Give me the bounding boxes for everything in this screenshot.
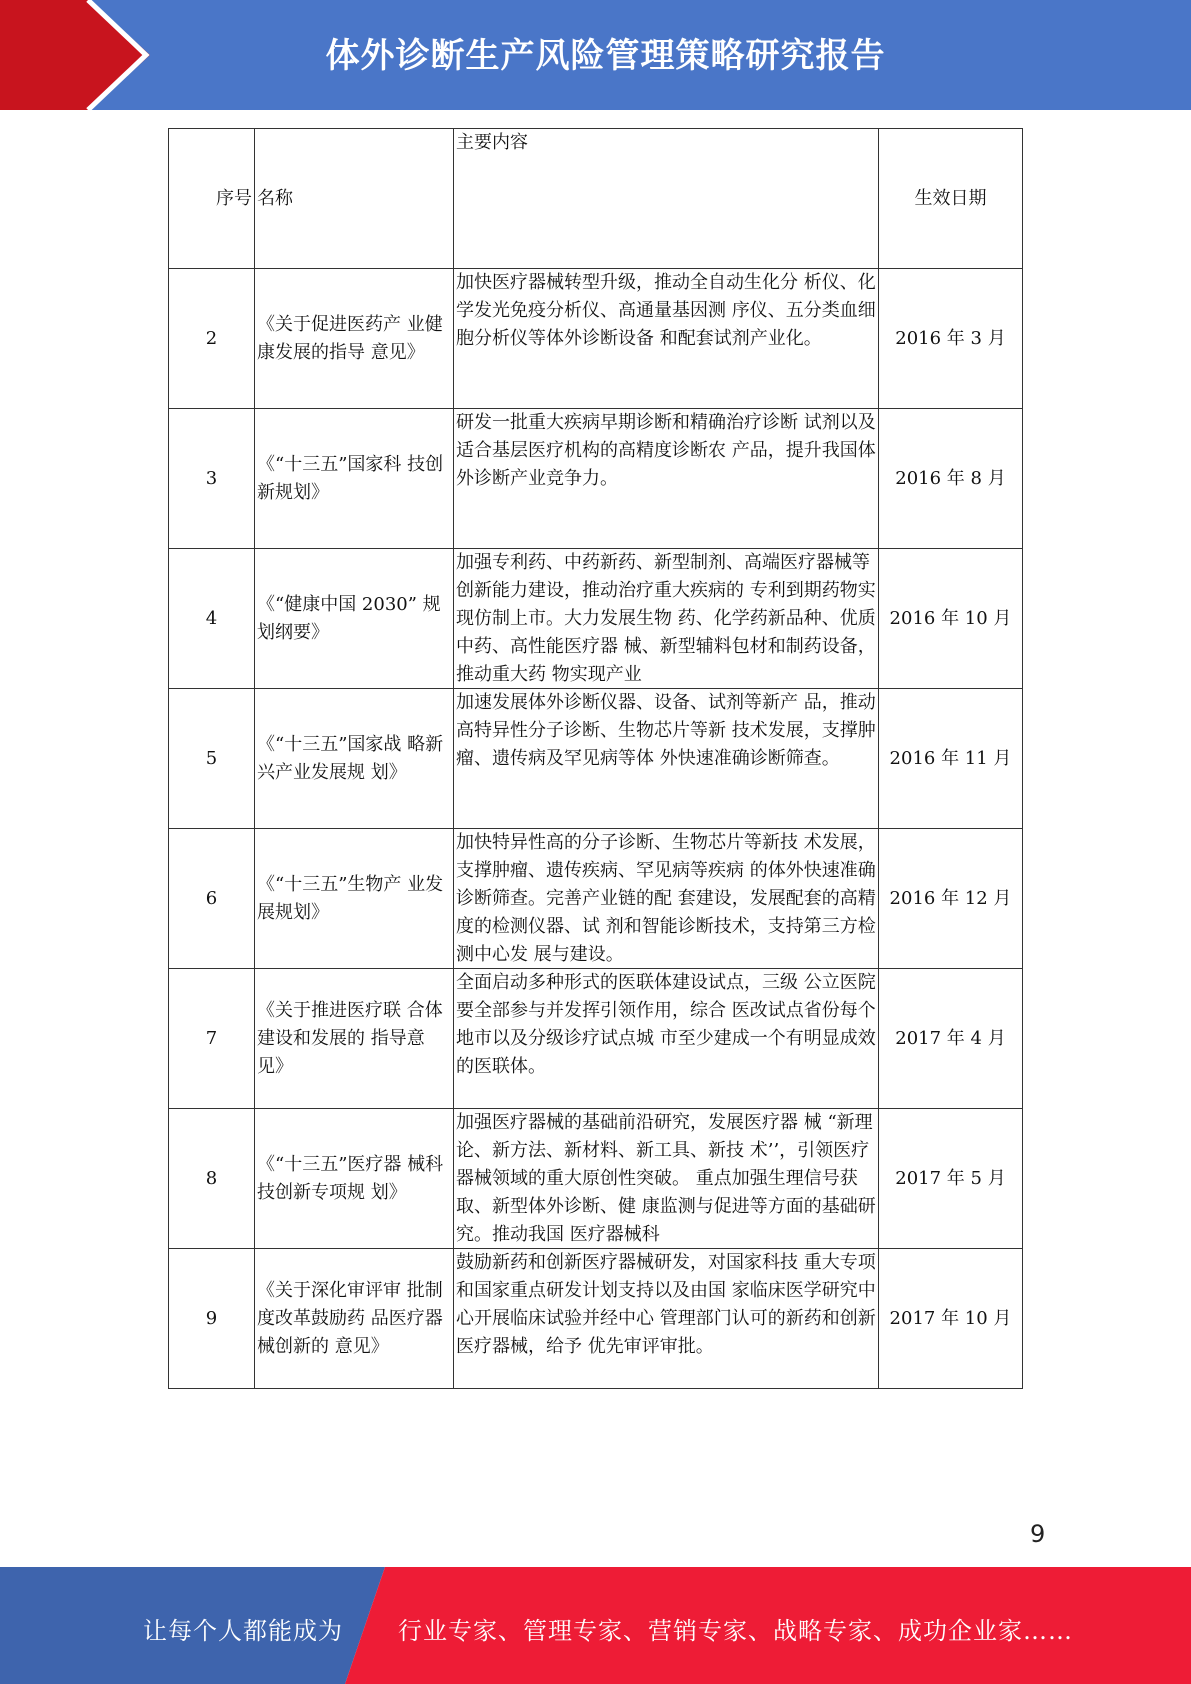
- row-date: 2017 年 10 月: [879, 1249, 1023, 1389]
- row-date: 2017 年 4 月: [879, 969, 1023, 1109]
- row-content: [454, 829, 879, 969]
- row-no: 9: [169, 1249, 255, 1389]
- header-name: 名称: [255, 129, 454, 269]
- header-date: 生效日期: [879, 129, 1023, 269]
- row-content: [454, 409, 879, 549]
- page-number: 9: [1030, 1520, 1046, 1548]
- row-content-text: 加速发展体外诊断仪器、设备、试剂等新产 品，推动高特异性分子诊断、生物芯片等新 技术发展，支撑肿瘤、遗传病及罕见病等体 外快速准确诊断筛查。: [456, 692, 876, 769]
- row-content: [454, 689, 879, 829]
- page-footer: [0, 1567, 1191, 1684]
- table-header-row: [169, 129, 1023, 269]
- row-no: 8: [169, 1109, 255, 1249]
- table-row: [169, 969, 1023, 1109]
- row-name: 《关于深化审评审 批制度改革鼓励药 品医疗器械创新的 意见》: [255, 1249, 454, 1389]
- row-date: 2016 年 10 月: [879, 549, 1023, 689]
- row-date: 2016 年 8 月: [879, 409, 1023, 549]
- header-no: 序号: [169, 129, 255, 269]
- row-no: 6: [169, 829, 255, 969]
- report-title: 体外诊断生产风险管理策略研究报告: [325, 36, 886, 76]
- row-no: 2: [169, 269, 255, 409]
- page-header: [0, 0, 1191, 110]
- table-row: [169, 689, 1023, 829]
- footer-slogan-right: 行业专家、管理专家、营销专家、战略专家、成功企业家……: [398, 1617, 1073, 1645]
- row-no: 7: [169, 969, 255, 1109]
- row-name: 《“十三五”国家战 略新兴产业发展规 划》: [255, 689, 454, 829]
- row-content-text: 加强专利药、中药新药、新型制剂、高端医疗器械等创新能力建设，推动治疗重大疾病的 专利到期药物实现仿制上市。大力发展生物 药、化学药新品种、优质中药、高性能医疗器 械、新型辅料包材和制药设备，推动重大药 物实现产业: [456, 552, 876, 685]
- row-content-text: 鼓励新药和创新医疗器械研发，对国家科技 重大专项和国家重点研发计划支持以及由国 家临床医学研究中心开展临床试验并经中心 管理部门认可的新药和创新医疗器械，给予 优先审评审批。: [456, 1252, 876, 1357]
- row-content-text: 研发一批重大疾病早期诊断和精确治疗诊断 试剂以及适合基层医疗机构的高精度诊断农 产品，提升我国体外诊断产业竞争力。: [456, 412, 876, 489]
- table-row: [169, 269, 1023, 409]
- table-row: [169, 409, 1023, 549]
- header-content: 主要内容: [454, 129, 879, 269]
- table-row: [169, 829, 1023, 969]
- table-row: [169, 549, 1023, 689]
- row-content: [454, 269, 879, 409]
- row-content: [454, 1249, 879, 1389]
- row-date: 2016 年 12 月: [879, 829, 1023, 969]
- row-date: 2016 年 11 月: [879, 689, 1023, 829]
- row-no: 3: [169, 409, 255, 549]
- row-content-text: 加快特异性高的分子诊断、生物芯片等新技 术发展，支撑肿瘤、遗传疾病、罕见病等疾病 的体外快速准确诊断筛查。完善产业链的配 套建设，发展配套的高精度的检测仪器、试 剂和智能诊断技术，支持第三方检测中心发 展与建设。: [456, 832, 876, 965]
- row-name: 《“十三五”生物产 业发展规划》: [255, 829, 454, 969]
- row-content-text: 加强医疗器械的基础前沿研究，发展医疗器 械 “新理论、新方法、新材料、新工具、新技 术’’，引领医疗器械领域的重大原创性突破。 重点加强生理信号获取、新型体外诊断、健 康监测与促进等方面的基础研究。推动我国 医疗器械科: [456, 1112, 876, 1245]
- row-name: 《关于推进医疗联 合体建设和发展的 指导意见》: [255, 969, 454, 1109]
- row-content-text: 加快医疗器械转型升级，推动全自动生化分 析仪、化学发光免疫分析仪、高通量基因测 序仪、五分类血细胞分析仪等体外诊断设备 和配套试剂产业化。: [456, 272, 876, 349]
- row-name: 《“健康中国 2030” 规划纲要》: [255, 549, 454, 689]
- row-name: 《“十三五”医疗器 械科技创新专项规 划》: [255, 1109, 454, 1249]
- row-no: 4: [169, 549, 255, 689]
- table-row: [169, 1249, 1023, 1389]
- row-name: 《关于促进医药产 业健康发展的指导 意见》: [255, 269, 454, 409]
- row-name: 《“十三五”国家科 技创新规划》: [255, 409, 454, 549]
- footer-slogan-left: 让每个人都能成为: [143, 1617, 343, 1645]
- row-content: [454, 549, 879, 689]
- row-content-text: 全面启动多种形式的医联体建设试点，三级 公立医院要全部参与并发挥引领作用，综合 医改试点省份每个地市以及分级诊疗试点城 市至少建成一个有明显成效的医联体。: [456, 972, 876, 1077]
- table-row: [169, 1109, 1023, 1249]
- row-content: [454, 969, 879, 1109]
- row-date: 2017 年 5 月: [879, 1109, 1023, 1249]
- row-no: 5: [169, 689, 255, 829]
- row-content: [454, 1109, 879, 1249]
- row-date: 2016 年 3 月: [879, 269, 1023, 409]
- policy-table: [168, 128, 1023, 1389]
